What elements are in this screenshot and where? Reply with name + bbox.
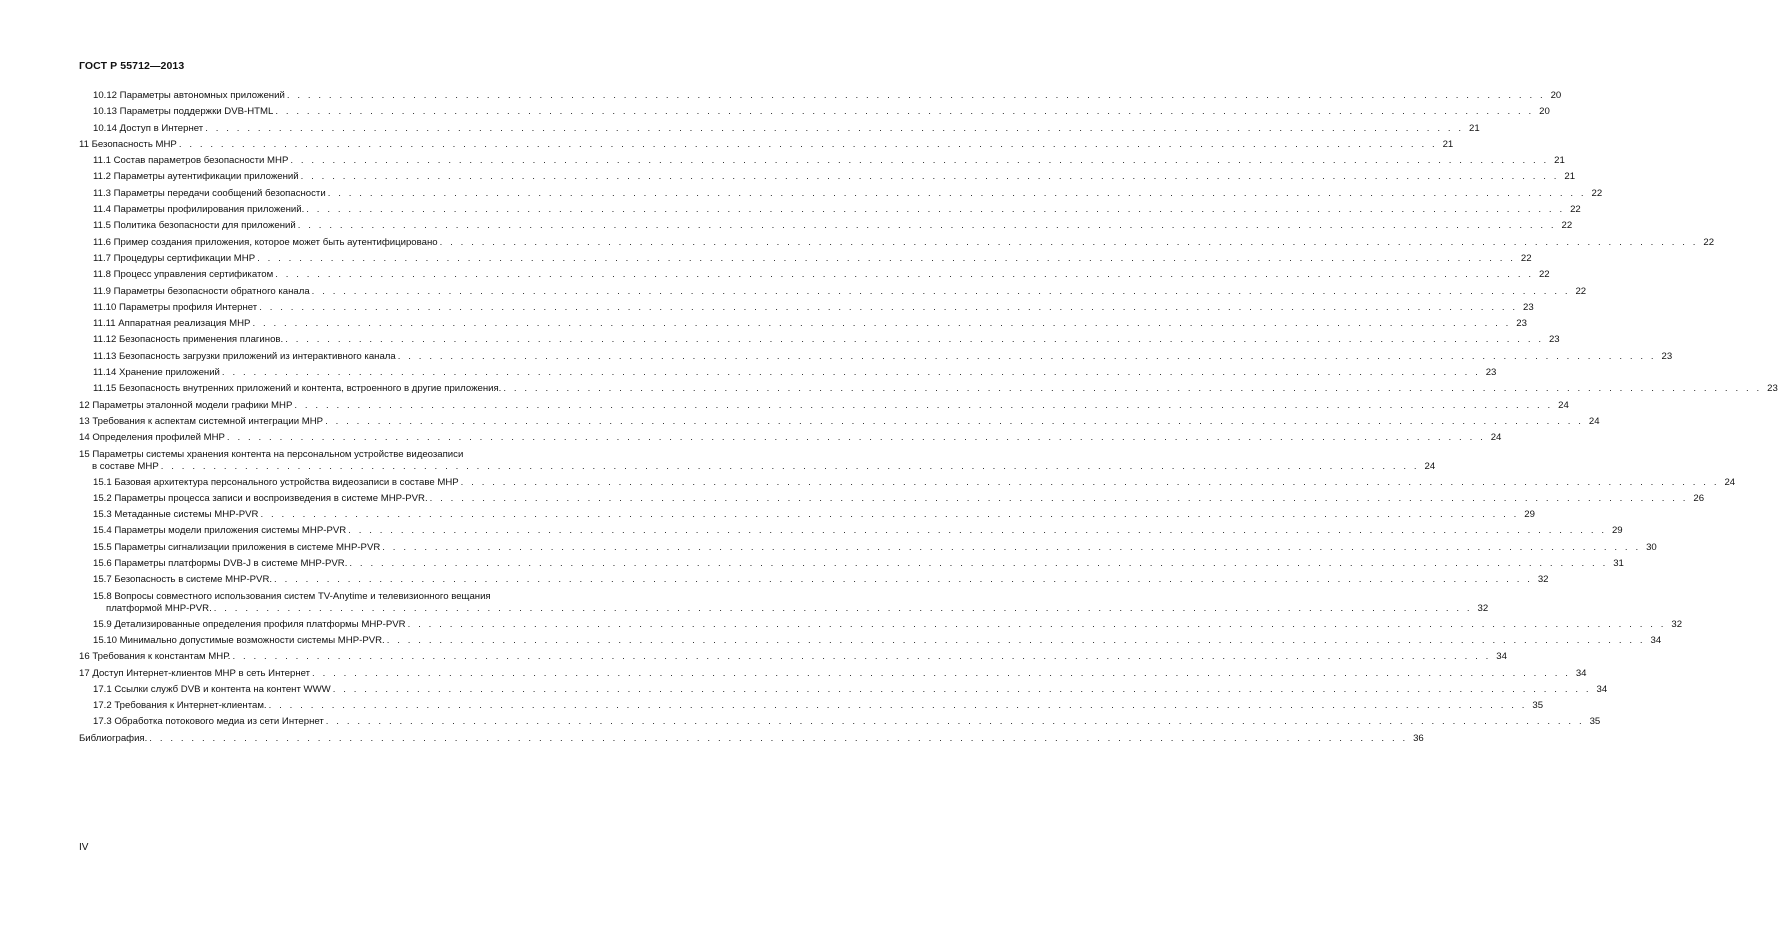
toc-entry <box>79 448 1436 477</box>
toc-leader-dots: . . . . . . . . . . . . . . . . . . . . . . . . . . . . . . . . . . . . . . . . . . . . . . . . . . . . . . . . . . . . . . . . . . . . . . . . . . . . . . . . . . . . . . . . . . . . . . . . . . . . . . . . . . . . . . . . . . . . . . . . <box>178 138 1438 150</box>
toc-entry-page: 34 <box>1496 651 1507 663</box>
toc-entry-page: 24 <box>1424 460 1436 472</box>
toc-entry <box>79 252 1532 269</box>
table-of-contents <box>79 90 1778 749</box>
toc-entry-title: 12 Параметры эталонной модели графики МНР <box>79 399 293 411</box>
toc-entry-page: 20 <box>1550 90 1562 101</box>
toc-entry-page: 22 <box>1575 285 1587 297</box>
toc-entry-title: 15.4 Параметры модели приложения системы MHP-PVR <box>93 525 347 537</box>
toc-leader-dots: . . . . . . . . . . . . . . . . . . . . . . . . . . . . . . . . . . . . . . . . . . . . . . . . . . . . . . . . . . . . . . . . . . . . . . . . . . . . . . . . . . . . . . . . . . . . . . . . . . . . . . . . . . . . . . . . . . . . . . . . <box>252 318 1511 330</box>
toc-entry-page: 32 <box>1671 618 1683 630</box>
toc-leader-dots: . . . . . . . . . . . . . . . . . . . . . . . . . . . . . . . . . . . . . . . . . . . . . . . . . . . . . . . . . . . . . . . . . . . . . . . . . . . . . . . . . . . . . . . . . . . . . . . . . . . . . . . . . . . . . . . . . . . . . . . . <box>460 476 1720 488</box>
toc-entry-page: 21 <box>1564 171 1576 183</box>
toc-entry-title: 11 Безопасность МНР <box>79 138 177 150</box>
toc-entry-title: 17.1 Ссылки служб DVB и контента на контент WWW <box>93 683 331 695</box>
toc-entry-title: 17.2 Требования к Интернет-клиентам. <box>93 700 267 712</box>
toc-entry <box>79 171 1576 187</box>
toc-entry <box>79 236 1715 253</box>
toc-entry <box>79 106 1550 122</box>
toc-leader-dots: . . . . . . . . . . . . . . . . . . . . . . . . . . . . . . . . . . . . . . . . . . . . . . . . . . . . . . . . . . . . . . . . . . . . . . . . . . . . . . . . . . . . . . . . . . . . . . . . . . . . . . . . . . . . . . . . . . . . . . . . <box>205 122 1464 134</box>
toc-leader-dots: . . . . . . . . . . . . . . . . . . . . . . . . . . . . . . . . . . . . . . . . . . . . . . . . . . . . . . . . . . . . . . . . . . . . . . . . . . . . . . . . . . . . . . . . . . . . . . . . . . . . . . . . . . . . . . . . . . . . . . . . <box>325 415 1584 427</box>
toc-leader-dots: . . . . . . . . . . . . . . . . . . . . . . . . . . . . . . . . . . . . . . . . . . . . . . . . . . . . . . . . . . . . . . . . . . . . . . . . . . . . . . . . . . . . . . . . . . . . . . . . . . . . . . . . . . . . . . . . . . . . . . . . <box>386 634 1646 646</box>
toc-entry <box>79 90 1562 106</box>
toc-entry <box>79 716 1601 732</box>
toc-entry-title: 15.8 Вопросы совместного использования систем TV-Anytime и телевизионного вещания <box>93 590 491 602</box>
toc-leader-dots: . . . . . . . . . . . . . . . . . . . . . . . . . . . . . . . . . . . . . . . . . . . . . . . . . . . . . . . . . . . . . . . . . . . . . . . . . . . . . . . . . . . . . . . . . . . . . . . . . . . . . . . . . . . . . . . . . . . . . . . . <box>407 618 1667 630</box>
toc-entry-title: 11.7 Процедуры сертификации МНР <box>93 252 256 264</box>
toc-entry <box>79 350 1673 367</box>
toc-leader-dots: . . . . . . . . . . . . . . . . . . . . . . . . . . . . . . . . . . . . . . . . . . . . . . . . . . . . . . . . . . . . . . . . . . . . . . . . . . . . . . . . . . . . . . . . . . . . . . . . . . . . . . . . . . . . . . . . . . . . . . . . <box>232 651 1491 663</box>
toc-leader-dots: . . . . . . . . . . . . . . . . . . . . . . . . . . . . . . . . . . . . . . . . . . . . . . . . . . . . . . . . . . . . . . . . . . . . . . . . . . . . . . . . . . . . . . . . . . . . . . . . . . . . . . . . . . . . . . . . . . . . . . . . <box>221 367 1481 379</box>
toc-entry-title: 11.15 Безопасность внутренних приложений и контента, встроенного в другие приложения. <box>93 383 502 395</box>
toc-leader-dots: . . . . . . . . . . . . . . . . . . . . . . . . . . . . . . . . . . . . . . . . . . . . . . . . . . . . . . . . . . . . . . . . . . . . . . . . . . . . . . . . . . . . . . . . . . . . . . . . . . . . . . . . . . . . . . . . . . . . . . . . <box>226 432 1486 444</box>
toc-entry-page: 24 <box>1588 415 1600 427</box>
toc-entry <box>79 476 1736 493</box>
toc-entry-page: 32 <box>1477 602 1489 614</box>
toc-entry-title: 11.4 Параметры профилирования приложений. <box>93 204 305 216</box>
toc-leader-dots: . . . . . . . . . . . . . . . . . . . . . . . . . . . . . . . . . . . . . . . . . . . . . . . . . . . . . . . . . . . . . . . . . . . . . . . . . . . . . . . . . . . . . . . . . . . . . . . . . . . . . . . . . . . . . . . . . . . . . . . . <box>429 492 1689 504</box>
toc-entry <box>79 700 1544 716</box>
toc-entry <box>79 415 1600 432</box>
toc-entry <box>79 634 1662 651</box>
toc-entry <box>79 651 1507 667</box>
toc-leader-dots: . . . . . . . . . . . . . . . . . . . . . . . . . . . . . . . . . . . . . . . . . . . . . . . . . . . . . . . . . . . . . . . . . . . . . . . . . . . . . . . . . . . . . . . . . . . . . . . . . . . . . . . . . . . . . . . . . . . . . . . . <box>260 509 1519 521</box>
toc-entry <box>79 525 1623 541</box>
toc-entry <box>79 590 1489 619</box>
toc-entry-page: 21 <box>1554 155 1565 167</box>
toc-entry-title: 15.7 Безопасность в системе MHP-PVR. <box>93 574 273 586</box>
toc-entry-title-continued: платформой MHP-PVR. <box>106 602 212 614</box>
toc-leader-dots: . . . . . . . . . . . . . . . . . . . . . . . . . . . . . . . . . . . . . . . . . . . . . . . . . . . . . . . . . . . . . . . . . . . . . . . . . . . . . . . . . . . . . . . . . . . . . . . . . . . . . . . . . . . . . . . . . . . . . . . . <box>294 399 1553 411</box>
toc-entry <box>79 574 1549 590</box>
toc-leader-dots: . . . . . . . . . . . . . . . . . . . . . . . . . . . . . . . . . . . . . . . . . . . . . . . . . . . . . . . . . . . . . . . . . . . . . . . . . . . . . . . . . . . . . . . . . . . . . . . . . . . . . . . . . . . . . . . . . . . . . . . . <box>300 171 1560 183</box>
toc-entry-page: 35 <box>1532 700 1544 712</box>
toc-entry-page: 31 <box>1613 558 1624 570</box>
toc-entry-page: 20 <box>1539 106 1550 118</box>
toc-entry-title: 11.9 Параметры безопасности обратного канала <box>93 285 310 297</box>
toc-entry <box>79 383 1778 399</box>
toc-leader-dots: . . . . . . . . . . . . . . . . . . . . . . . . . . . . . . . . . . . . . . . . . . . . . . . . . . . . . . . . . . . . . . . . . . . . . . . . . . . . . . . . . . . . . . . . . . . . . . . . . . . . . . . . . . . . . . . . . . . . . . . . <box>348 525 1607 537</box>
toc-leader-dots: . . . . . . . . . . . . . . . . . . . . . . . . . . . . . . . . . . . . . . . . . . . . . . . . . . . . . . . . . . . . . . . . . . . . . . . . . . . . . . . . . . . . . . . . . . . . . . . . . . . . . . . . . . . . . . . . . . . . . . . . <box>327 187 1587 199</box>
toc-entry-title: 17.3 Обработка потокового медиа из сети Интернет <box>93 716 324 728</box>
toc-entry-title: 11.11 Аппаратная реализация МНР <box>93 318 251 330</box>
toc-entry <box>79 432 1502 448</box>
toc-leader-dots: . . . . . . . . . . . . . . . . . . . . . . . . . . . . . . . . . . . . . . . . . . . . . . . . . . . . . . . . . . . . . . . . . . . . . . . . . . . . . . . . . . . . . . . . . . . . . . . . . . . . . . . . . . . . . . . . . . . . . . . . <box>257 252 1516 264</box>
toc-entry-title: 15.3 Метаданные системы MHP-PVR <box>93 509 259 521</box>
toc-entry-title: 13 Требования к аспектам системной интеграции МНР <box>79 415 324 427</box>
toc-entry <box>79 618 1683 635</box>
toc-leader-dots: . . . . . . . . . . . . . . . . . . . . . . . . . . . . . . . . . . . . . . . . . . . . . . . . . . . . . . . . . . . . . . . . . . . . . . . . . . . . . . . . . . . . . . . . . . . . . . . . . . . . . . . . . . . . . . . . . . . . . . . . <box>349 558 1608 570</box>
toc-entry-page: 22 <box>1570 204 1581 216</box>
toc-entry-page: 23 <box>1661 350 1673 362</box>
toc-entry-title: 14 Определения профилей МНР <box>79 432 225 444</box>
toc-entry-title: 10.13 Параметры поддержки DVB-HTML <box>93 106 274 118</box>
toc-entry <box>79 155 1565 171</box>
toc-entry-page: 23 <box>1767 383 1778 395</box>
toc-entry-page: 23 <box>1548 334 1560 346</box>
toc-entry-page: 22 <box>1561 220 1573 232</box>
toc-leader-dots: . . . . . . . . . . . . . . . . . . . . . . . . . . . . . . . . . . . . . . . . . . . . . . . . . . . . . . . . . . . . . . . . . . . . . . . . . . . . . . . . . . . . . . . . . . . . . . . . . . . . . . . . . . . . . . . . . . . . . . . . <box>149 732 1408 744</box>
toc-leader-dots: . . . . . . . . . . . . . . . . . . . . . . . . . . . . . . . . . . . . . . . . . . . . . . . . . . . . . . . . . . . . . . . . . . . . . . . . . . . . . . . . . . . . . . . . . . . . . . . . . . . . . . . . . . . . . . . . . . . . . . . . <box>259 301 1518 313</box>
toc-entry-page: 34 <box>1650 634 1662 646</box>
toc-entry-page: 34 <box>1575 667 1587 679</box>
toc-leader-dots: . . . . . . . . . . . . . . . . . . . . . . . . . . . . . . . . . . . . . . . . . . . . . . . . . . . . . . . . . . . . . . . . . . . . . . . . . . . . . . . . . . . . . . . . . . . . . . . . . . . . . . . . . . . . . . . . . . . . . . . . <box>268 700 1528 712</box>
toc-entry-title: 11.1 Состав параметров безопасности МНР <box>93 155 289 167</box>
toc-leader-dots: . . . . . . . . . . . . . . . . . . . . . . . . . . . . . . . . . . . . . . . . . . . . . . . . . . . . . . . . . . . . . . . . . . . . . . . . . . . . . . . . . . . . . . . . . . . . . . . . . . . . . . . . . . . . . . . . . . . . . . . . <box>285 334 1544 346</box>
toc-entry <box>79 558 1624 574</box>
toc-leader-dots: . . . . . . . . . . . . . . . . . . . . . . . . . . . . . . . . . . . . . . . . . . . . . . . . . . . . . . . . . . . . . . . . . . . . . . . . . . . . . . . . . . . . . . . . . . . . . . . . . . . . . . . . . . . . . . . . . . . . . . . . <box>312 667 1571 679</box>
toc-entry-title: 10.14 Доступ в Интернет <box>93 122 204 134</box>
toc-entry <box>79 187 1603 204</box>
toc-entry <box>79 367 1497 383</box>
toc-entry <box>79 492 1705 509</box>
toc-leader-dots: . . . . . . . . . . . . . . . . . . . . . . . . . . . . . . . . . . . . . . . . . . . . . . . . . . . . . . . . . . . . . . . . . . . . . . . . . . . . . . . . . . . . . . . . . . . . . . . . . . . . . . . . . . . . . . . . . . . . . . . . <box>290 155 1549 167</box>
toc-entry-page: 21 <box>1442 138 1454 150</box>
toc-entry <box>79 509 1535 525</box>
toc-entry-page: 23 <box>1485 367 1497 379</box>
toc-entry-title: 15 Параметры системы хранения контента на персональном устройстве видеозаписи <box>79 448 464 460</box>
toc-entry-page: 24 <box>1558 399 1569 411</box>
toc-leader-dots: . . . . . . . . . . . . . . . . . . . . . . . . . . . . . . . . . . . . . . . . . . . . . . . . . . . . . . . . . . . . . . . . . . . . . . . . . . . . . . . . . . . . . . . . . . . . . . . . . . . . . . . . . . . . . . . . . . . . . . . . <box>160 460 1420 472</box>
toc-entry <box>79 285 1587 302</box>
toc-entry-page: 35 <box>1589 716 1601 728</box>
toc-entry-title: 10.12 Параметры автономных приложений <box>93 90 285 101</box>
toc-entry-title: 11.5 Политика безопасности для приложений <box>93 220 296 232</box>
toc-entry-page: 21 <box>1468 122 1480 134</box>
toc-entry-page: 26 <box>1693 492 1705 504</box>
toc-entry-title: 17 Доступ Интернет-клиентов МНР в сеть Интернет <box>79 667 311 679</box>
toc-entry <box>79 399 1569 416</box>
toc-entry <box>79 683 1608 700</box>
toc-leader-dots: . . . . . . . . . . . . . . . . . . . . . . . . . . . . . . . . . . . . . . . . . . . . . . . . . . . . . . . . . . . . . . . . . . . . . . . . . . . . . . . . . . . . . . . . . . . . . . . . . . . . . . . . . . . . . . . . . . . . . . . . <box>274 574 1533 586</box>
toc-leader-dots: . . . . . . . . . . . . . . . . . . . . . . . . . . . . . . . . . . . . . . . . . . . . . . . . . . . . . . . . . . . . . . . . . . . . . . . . . . . . . . . . . . . . . . . . . . . . . . . . . . . . . . . . . . . . . . . . . . . . . . . . <box>503 383 1762 395</box>
toc-entry-page: 22 <box>1538 269 1550 281</box>
toc-entry <box>79 667 1587 684</box>
toc-entry-title: Библиография. <box>79 732 148 744</box>
toc-entry-page: 29 <box>1611 525 1623 537</box>
toc-entry-page: 22 <box>1520 252 1532 264</box>
toc-entry-page: 24 <box>1724 476 1736 488</box>
toc-entry-page: 34 <box>1596 683 1608 695</box>
toc-entry-title: 15.9 Детализированные определения профиля платформы MHP-PVR <box>93 618 406 630</box>
toc-entry-page: 29 <box>1524 509 1535 521</box>
toc-leader-dots: . . . . . . . . . . . . . . . . . . . . . . . . . . . . . . . . . . . . . . . . . . . . . . . . . . . . . . . . . . . . . . . . . . . . . . . . . . . . . . . . . . . . . . . . . . . . . . . . . . . . . . . . . . . . . . . . . . . . . . . . <box>332 683 1592 695</box>
toc-entry-page: 22 <box>1703 236 1715 248</box>
toc-entry <box>79 732 1424 749</box>
toc-leader-dots: . . . . . . . . . . . . . . . . . . . . . . . . . . . . . . . . . . . . . . . . . . . . . . . . . . . . . . . . . . . . . . . . . . . . . . . . . . . . . . . . . . . . . . . . . . . . . . . . . . . . . . . . . . . . . . . . . . . . . . . . <box>213 602 1473 614</box>
toc-entry-title: 15.5 Параметры сигнализации приложения в системе MHP-PVR <box>93 541 381 553</box>
toc-entry-page: 24 <box>1490 432 1502 444</box>
toc-entry-page: 23 <box>1522 301 1534 313</box>
toc-entry-title: 11.14 Хранение приложений <box>93 367 220 379</box>
toc-entry-title: 11.8 Процесс управления сертификатом <box>93 269 274 281</box>
toc-entry-title: 15.6 Параметры платформы DVB-J в системе MHP-PVR. <box>93 558 348 570</box>
toc-entry <box>79 204 1581 220</box>
toc-leader-dots: . . . . . . . . . . . . . . . . . . . . . . . . . . . . . . . . . . . . . . . . . . . . . . . . . . . . . . . . . . . . . . . . . . . . . . . . . . . . . . . . . . . . . . . . . . . . . . . . . . . . . . . . . . . . . . . . . . . . . . . . <box>297 220 1557 232</box>
toc-entry-page: 36 <box>1413 732 1424 744</box>
toc-entry <box>79 541 1657 558</box>
toc-entry <box>79 138 1454 155</box>
toc-entry <box>79 220 1573 236</box>
toc-entry-page: 23 <box>1516 318 1527 330</box>
toc-entry <box>79 318 1527 334</box>
toc-leader-dots: . . . . . . . . . . . . . . . . . . . . . . . . . . . . . . . . . . . . . . . . . . . . . . . . . . . . . . . . . . . . . . . . . . . . . . . . . . . . . . . . . . . . . . . . . . . . . . . . . . . . . . . . . . . . . . . . . . . . . . . . <box>382 541 1641 553</box>
document-header: ГОСТ Р 55712—2013 <box>79 60 185 72</box>
toc-entry <box>79 269 1550 285</box>
toc-entry-title: 16 Требования к константам МНР. <box>79 651 231 663</box>
toc-entry-page: 30 <box>1646 541 1657 553</box>
toc-entry-title: 15.1 Базовая архитектура персонального устройства видеозаписи в составе МНР <box>93 476 459 488</box>
toc-entry <box>79 122 1480 139</box>
toc-entry-page: 32 <box>1537 574 1549 586</box>
toc-entry-title: 11.6 Пример создания приложения, которое может быть аутентифицировано <box>93 236 438 248</box>
toc-entry-title: 11.3 Параметры передачи сообщений безопасности <box>93 187 326 199</box>
toc-leader-dots: . . . . . . . . . . . . . . . . . . . . . . . . . . . . . . . . . . . . . . . . . . . . . . . . . . . . . . . . . . . . . . . . . . . . . . . . . . . . . . . . . . . . . . . . . . . . . . . . . . . . . . . . . . . . . . . . . . . . . . . . <box>306 204 1565 216</box>
toc-entry-title: 11.13 Безопасность загрузки приложений из интерактивного канала <box>93 350 396 362</box>
page-number: IV <box>79 842 89 853</box>
toc-entry-page: 22 <box>1591 187 1603 199</box>
toc-leader-dots: . . . . . . . . . . . . . . . . . . . . . . . . . . . . . . . . . . . . . . . . . . . . . . . . . . . . . . . . . . . . . . . . . . . . . . . . . . . . . . . . . . . . . . . . . . . . . . . . . . . . . . . . . . . . . . . . . . . . . . . . <box>275 106 1534 118</box>
toc-entry-title: 15.10 Минимально допустимые возможности системы MHP-PVR. <box>93 634 385 646</box>
toc-leader-dots: . . . . . . . . . . . . . . . . . . . . . . . . . . . . . . . . . . . . . . . . . . . . . . . . . . . . . . . . . . . . . . . . . . . . . . . . . . . . . . . . . . . . . . . . . . . . . . . . . . . . . . . . . . . . . . . . . . . . . . . . <box>325 716 1585 728</box>
toc-entry-title-continued: в составе МНР <box>92 460 159 472</box>
toc-entry-title: 15.2 Параметры процесса записи и воспроизведения в системе MHP-PVR. <box>93 492 428 504</box>
toc-leader-dots: . . . . . . . . . . . . . . . . . . . . . . . . . . . . . . . . . . . . . . . . . . . . . . . . . . . . . . . . . . . . . . . . . . . . . . . . . . . . . . . . . . . . . . . . . . . . . . . . . . . . . . . . . . . . . . . . . . . . . . . . <box>397 350 1657 362</box>
toc-entry-title: 11.12 Безопасность применения плагинов. <box>93 334 284 346</box>
toc-leader-dots: . . . . . . . . . . . . . . . . . . . . . . . . . . . . . . . . . . . . . . . . . . . . . . . . . . . . . . . . . . . . . . . . . . . . . . . . . . . . . . . . . . . . . . . . . . . . . . . . . . . . . . . . . . . . . . . . . . . . . . . . <box>286 90 1546 101</box>
toc-leader-dots: . . . . . . . . . . . . . . . . . . . . . . . . . . . . . . . . . . . . . . . . . . . . . . . . . . . . . . . . . . . . . . . . . . . . . . . . . . . . . . . . . . . . . . . . . . . . . . . . . . . . . . . . . . . . . . . . . . . . . . . . <box>439 236 1699 248</box>
toc-leader-dots: . . . . . . . . . . . . . . . . . . . . . . . . . . . . . . . . . . . . . . . . . . . . . . . . . . . . . . . . . . . . . . . . . . . . . . . . . . . . . . . . . . . . . . . . . . . . . . . . . . . . . . . . . . . . . . . . . . . . . . . . <box>275 269 1534 281</box>
toc-entry <box>79 334 1560 350</box>
toc-entry-title: 11.10 Параметры профиля Интернет <box>93 301 258 313</box>
toc-entry <box>79 301 1534 318</box>
toc-entry-title: 11.2 Параметры аутентификации приложений <box>93 171 299 183</box>
toc-leader-dots: . . . . . . . . . . . . . . . . . . . . . . . . . . . . . . . . . . . . . . . . . . . . . . . . . . . . . . . . . . . . . . . . . . . . . . . . . . . . . . . . . . . . . . . . . . . . . . . . . . . . . . . . . . . . . . . . . . . . . . . . <box>311 285 1571 297</box>
